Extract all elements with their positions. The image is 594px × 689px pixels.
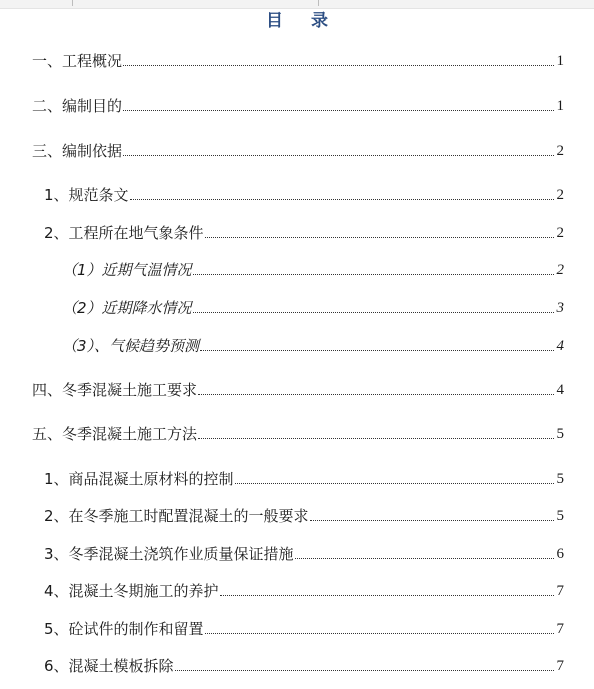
toc-entry-page: 3 [556,300,564,316]
toc-entry[interactable] [44,582,564,600]
toc-entry-label: 4、混凝土冬期施工的养护 [44,582,219,600]
toc-leader [220,594,554,596]
toc-entry-page: 2 [556,262,564,278]
toc-entry-label: 二、编制目的 [32,97,123,115]
toc-leader [198,437,554,439]
toc-entry-label: 三、编制依据 [32,142,123,160]
toc-leader [123,154,554,156]
toc-leader [295,557,554,559]
toc-entry[interactable] [32,142,564,160]
toc-entry-label: 3、冬季混凝土浇筑作业质量保证措施 [44,545,294,563]
toc-entry[interactable] [44,545,564,563]
toc-entry-page: 2 [556,225,564,241]
toc-entry-page: 5 [556,508,564,524]
toc-entry-label: 一、工程概况 [32,52,123,70]
toc-title: 目录 [266,11,356,31]
toc-entry[interactable] [32,381,564,399]
toc-leader [310,519,554,521]
toc-entry[interactable] [62,337,564,355]
toc-entry-label: 四、冬季混凝土施工要求 [32,381,198,399]
toc-entry[interactable] [44,507,564,525]
toc-entry-page: 4 [556,338,564,354]
toc-leader [200,349,554,351]
toc-leader [198,393,554,395]
toc-leader [193,273,554,275]
toc-entry-label: 1、规范条文 [44,186,129,204]
toc-entry-page: 4 [556,382,564,398]
toc-entry-label: （1）近期气温情况 [62,261,192,279]
toc-entry-label: 6、混凝土模板拆除 [44,657,174,675]
toc-entry[interactable] [44,470,564,488]
toc-leader [205,236,554,238]
toc-entry[interactable] [32,52,564,70]
toc-entry-page: 2 [556,187,564,203]
toc-entry[interactable] [44,657,564,675]
toc-leader [193,311,554,313]
toc-entry-page: 7 [556,583,564,599]
toc-entry[interactable] [62,261,564,279]
toc-entry-page: 1 [556,53,564,69]
toc-entry[interactable] [62,299,564,317]
toc-leader [123,109,554,111]
toc-entry-label: （2）近期降水情况 [62,299,192,317]
toc-entry-label: 1、商品混凝土原材料的控制 [44,470,234,488]
toc-entry[interactable] [32,425,564,443]
toc-entry[interactable] [44,186,564,204]
toc-entry-page: 7 [556,621,564,637]
toc-entry[interactable] [44,620,564,638]
toc-entry-label: 五、冬季混凝土施工方法 [32,425,198,443]
toc-leader [205,632,554,634]
toc-entry-page: 7 [556,658,564,674]
toc-entry-page: 5 [556,426,564,442]
toc-entry-label: 2、在冬季施工时配置混凝土的一般要求 [44,507,309,525]
toc-leader [123,64,554,66]
toc-entry-page: 2 [556,143,564,159]
toc-entry-page: 6 [556,546,564,562]
toc-leader [175,669,554,671]
toc-entry-page: 5 [556,471,564,487]
toc-leader [130,198,554,200]
toc-entry[interactable] [32,97,564,115]
toc-entry-label: 2、工程所在地气象条件 [44,224,204,242]
toc-entry-label: （3）、气候趋势预测 [62,337,200,355]
toc-leader [235,482,554,484]
toc-entry-label: 5、砼试件的制作和留置 [44,620,204,638]
toc-entry-page: 1 [556,98,564,114]
toc-entry[interactable] [44,224,564,242]
